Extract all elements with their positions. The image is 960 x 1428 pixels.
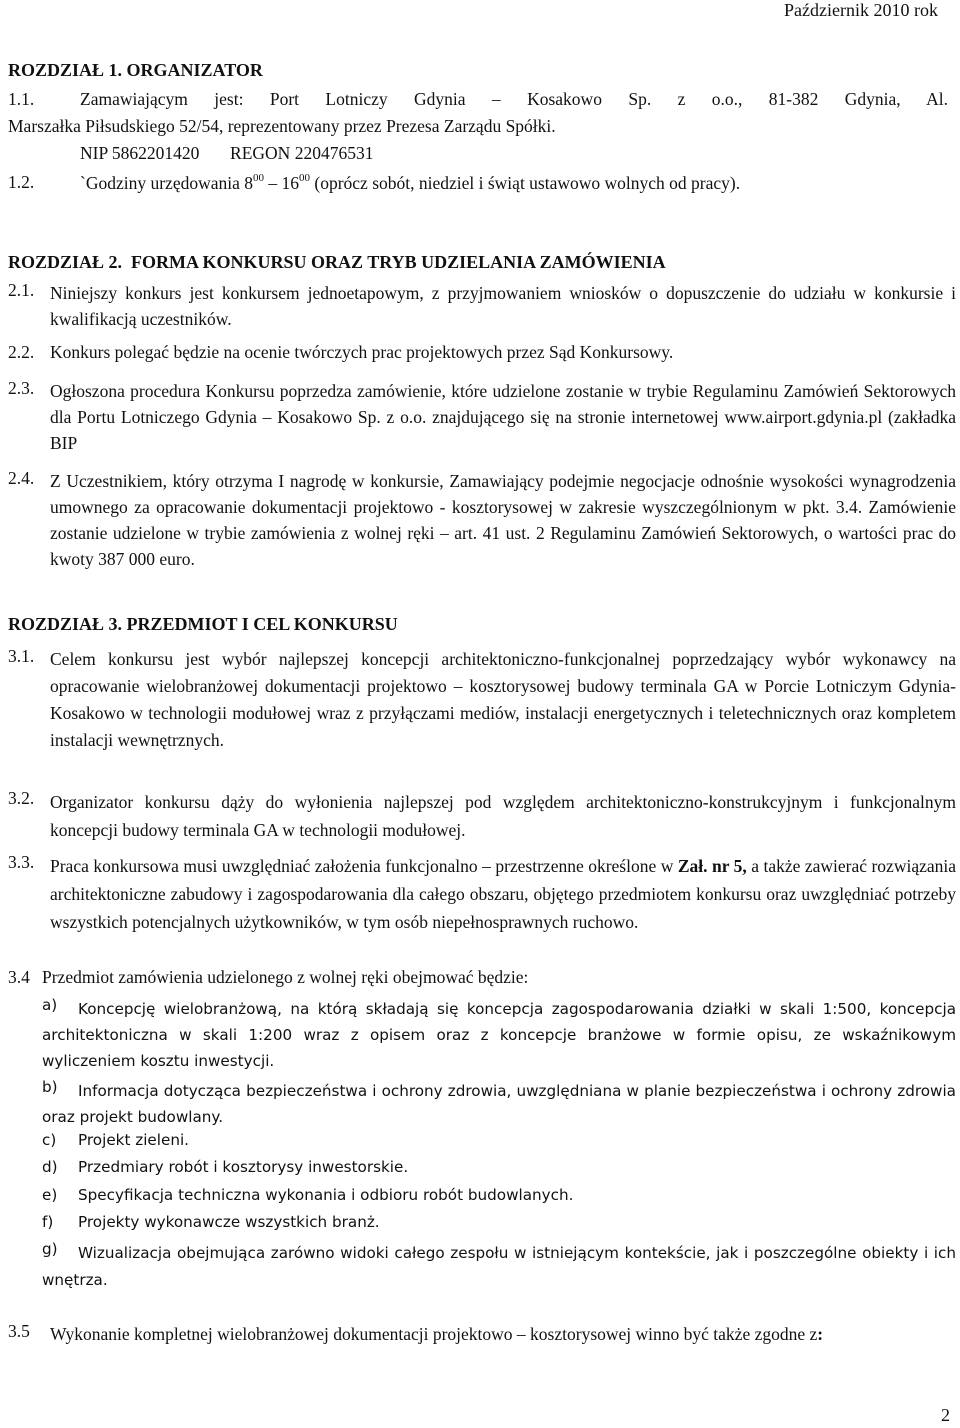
p34-text: Przedmiot zamówienia udzielonego z wolnej ręki obejmować będzie:	[42, 967, 529, 987]
p22-text: Konkurs polegać będzie na ocenie twórczych prac projektowych przez Sąd Konkursowy.	[50, 342, 674, 362]
p11-line2: Marszałka Piłsudskiego 52/54, reprezentowany przez Prezesa Zarządu Spółki.	[8, 116, 556, 136]
chapter-2-title: ROZDZIAŁ 2. FORMA KONKURSU ORAZ TRYB UDZIELANIA ZAMÓWIENIA	[8, 252, 666, 272]
p32-text: Organizator konkursu dąży do wyłonienia najlepszej pod względem architektoniczno-konstrukcyjnym i funkcjonalnym koncepcji budowy terminala GA w technologii modułowej.	[50, 792, 956, 840]
item-a-label: a)	[42, 996, 58, 1014]
item-a-text: Koncepcję wielobranżową, na którą składają się koncepcja zagospodarowania działki w skali 1:500, koncepcja architektoniczna w skali 1:200 wraz z opisem oraz z koncepcje branżowe w formie opisu, ze wskaźnikowym wyliczeniem kosztu inwestycji.	[42, 1000, 956, 1070]
p24-text: Z Uczestnikiem, który otrzyma I nagrodę w konkursie, Zamawiający podejmie negocjacje odnośnie wysokości wynagrodzenia umownego za opracowanie dokumentacji projektowo - kosztorysowej w zakresie wyszczególnionym w pkt. 3.4. Zamówienie zostanie udzielone w trybie zamówienia z wolnej ręki – art. 41 ust. 2 Regulaminu Zamówień Sektorowych, o wartości prac do kwoty 387 000 euro.	[50, 471, 956, 569]
p12-number: 1.2.	[8, 172, 35, 192]
p23-number: 2.3.	[8, 378, 35, 398]
item-b-label: b)	[42, 1078, 58, 1096]
p11-number: 1.1.	[8, 89, 35, 109]
chapter-3-title: ROZDZIAŁ 3. PRZEDMIOT I CEL KONKURSU	[8, 614, 398, 634]
p35-number: 3.5	[8, 1321, 30, 1341]
item-e-label: e)	[42, 1186, 58, 1204]
p11-line1: Zamawiającym jest: Port Lotniczy Gdynia – Kosakowo Sp. z o.o., 81-382 Gdynia, Al.	[80, 89, 948, 109]
p21-text: Niniejszy konkurs jest konkursem jednoetapowym, z przyjmowaniem wniosków o dopuszczenie do udziału w konkursie i kwalifikacją uczestników.	[50, 283, 956, 329]
chapter-1-title: ROZDZIAŁ 1. ORGANIZATOR	[8, 60, 263, 80]
item-e-text: Specyfikacja techniczna wykonania i odbioru robót budowlanych.	[78, 1186, 574, 1204]
item-c-label: c)	[42, 1131, 57, 1149]
item-f-label: f)	[42, 1213, 54, 1231]
attachment-ref: Zał. nr 5,	[677, 856, 747, 876]
item-d-text: Przedmiary robót i kosztorysy inwestorskie.	[78, 1158, 409, 1176]
p31-number: 3.1.	[8, 646, 35, 666]
page-header-date: Październik 2010 rok	[784, 0, 938, 20]
p23-text: Ogłoszona procedura Konkursu poprzedza zamówienie, które udzielone zostanie w trybie Regulaminu Zamówień Sektorowych dla Portu Lotniczego Gdynia – Kosakowo Sp. z o.o. znajdującego się na stronie internetowej www.airport.gdynia.pl (zakładka BIP	[50, 381, 956, 453]
p33-number: 3.3.	[8, 852, 35, 872]
p22-number: 2.2.	[8, 342, 35, 362]
p33-text: Praca konkursowa musi uwzględniać założenia funkcjonalno – przestrzenne określone w Zał. nr 5, a także zawierać rozwiązania architektoniczne zabudowy i zagospodarowania dla całego obszaru, objętego przedmiotem konkursu oraz uwzględniać potrzeby wszystkich potencjalnych użytkowników, w tym osób niepełnosprawnych ruchowo.	[50, 856, 957, 932]
p34-number: 3.4	[8, 967, 30, 987]
p11-line3: NIP 5862201420 REGON 220476531	[80, 143, 374, 163]
item-c-text: Projekt zieleni.	[78, 1131, 190, 1149]
page-number: 2	[941, 1405, 950, 1425]
item-g-label: g)	[42, 1240, 58, 1258]
p31-text: Celem konkursu jest wybór najlepszej koncepcji architektoniczno-funkcjonalnej poprzedzający wybór wykonawcy na opracowanie wielobranżowej dokumentacji projektowo – kosztorysowej budowy terminala GA w Porcie Lotniczym Gdynia-Kosakowo w technologii modułowej wraz z przyłączami mediów, instalacji energetycznych i teletechnicznych oraz kompletem instalacji wewnętrznych.	[50, 649, 956, 750]
p24-number: 2.4.	[8, 468, 35, 488]
p12-text: `Godziny urzędowania $8^{00} - 16^{00}$ (oprócz sobót, niedziel i świąt ustawowo wolnych od pracy).	[80, 172, 741, 193]
item-g-text: Wizualizacja obejmująca zarówno widoki całego zespołu w istniejącym kontekście, jak i poszczególne obiekty i ich wnętrza.	[42, 1244, 956, 1289]
p35-text: Wykonanie kompletnej wielobranżowej dokumentacji projektowo – kosztorysowej winno być także zgodne z:	[50, 1324, 824, 1344]
item-b-text: Informacja dotycząca bezpieczeństwa i ochrony zdrowia, uwzględniana w planie bezpieczeństwa i ochrony zdrowia oraz projekt budowlany.	[42, 1082, 956, 1126]
p32-number: 3.2.	[8, 788, 35, 808]
item-f-text: Projekty wykonawcze wszystkich branż.	[78, 1213, 380, 1231]
p21-number: 2.1.	[8, 280, 35, 300]
item-d-label: d)	[42, 1158, 58, 1176]
